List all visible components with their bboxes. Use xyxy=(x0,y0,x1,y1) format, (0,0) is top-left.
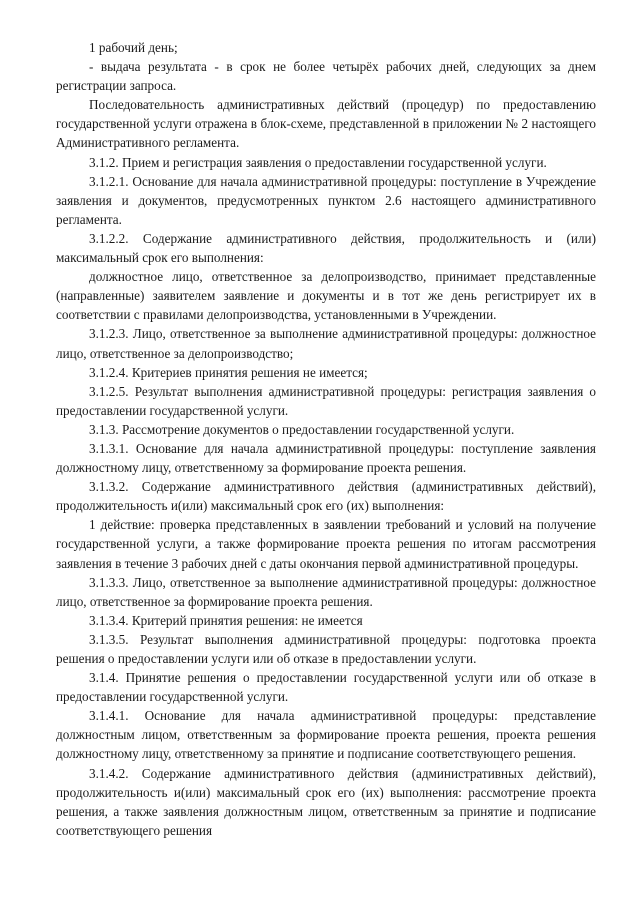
paragraph: 1 рабочий день; xyxy=(89,40,178,55)
paragraph: - выдача результата - в срок не более четырёх рабочих дней, следующих за днем регистрации запроса. xyxy=(56,59,596,94)
paragraph: 3.1.2.4. Критериев принятия решения не имеется; xyxy=(89,364,368,380)
paragraph: 3.1.3.3. Лицо, ответственное за выполнение административной процедуры: должностное лицо, ответственное за формирование проекта решения. xyxy=(56,574,596,609)
paragraph: 3.1.2. Прием и регистрация заявления о предоставлении государственной услуги. xyxy=(89,154,547,170)
paragraph: 3.1.2.2. Содержание административного действия, продолжительность и (или) максимальный срок его выполнения: xyxy=(56,230,596,266)
paragraph: 3.1.3.1. Основание для начала административной процедуры: поступление заявления должностному лицу, ответственному за формирование проекта решения. xyxy=(56,440,596,476)
paragraph: 3.1.2.1. Основание для начала административной процедуры: поступление в Учреждение заявления и документов, предусмотренных пунктом 2.6 настоящего административного регламента. xyxy=(56,173,596,227)
paragraph: 3.1.3.2. Содержание административного действия (административных действий), продолжительность и(или) максимальный срок его (их) выполнения: xyxy=(56,479,596,514)
paragraph: 1 действие: проверка представленных в заявлении требований и условий на получение государственной услуги, а также формирование проекта решения по итогам рассмотрения заявления в течение 3 рабочих дней с даты окончания первой административной процедуры. xyxy=(56,517,596,571)
paragraph: 3.1.3.4. Критерий принятия решения: не имеется xyxy=(89,612,363,628)
paragraph: 3.1.3. Рассмотрение документов о предоставлении государственной услуги. xyxy=(89,421,515,437)
paragraph: 3.1.4.2. Содержание административного действия (административных действий), продолжительность и(или) максимальный срок его (их) выполнения: рассмотрение проекта решения, а также заявления должностным лицом, ответственным за принятие и подписание соответствующего решения xyxy=(56,765,596,838)
paragraph: 3.1.2.3. Лицо, ответственное за выполнение административной процедуры: должностное лицо, ответственное за делопроизводство; xyxy=(56,326,596,361)
paragraph: 3.1.3.5. Результат выполнения административной процедуры: подготовка проекта решения о предоставлении услуги или об отказе в предоставлении услуги. xyxy=(56,631,596,666)
paragraph: Последовательность административных действий (процедур) по предоставлению государственной услуги отражена в блок-схеме, представленной в приложении № 2 настоящего Административного регламента. xyxy=(56,97,596,151)
paragraph: 3.1.4.1. Основание для начала административной процедуры: представление должностным лицом, ответственным за формирование проекта решения, проекта решения должностному лицу, ответственному за принятие и подписание соответствующего решения. xyxy=(56,708,596,762)
paragraph: 3.1.4. Принятие решения о предоставлении государственной услуги или об отказе в предоставлении государственной услуги. xyxy=(56,670,596,705)
paragraph: должностное лицо, ответственное за делопроизводство, принимает представленные (направленные) заявителем заявление и документы и в тот же день регистрирует их в соответствии с правилами делопроизводства, установленными в Учреждении. xyxy=(56,269,596,323)
paragraph: 3.1.2.5. Результат выполнения административной процедуры: регистрация заявления о предоставлении государственной услуги. xyxy=(56,383,596,418)
document-body xyxy=(56,38,596,840)
